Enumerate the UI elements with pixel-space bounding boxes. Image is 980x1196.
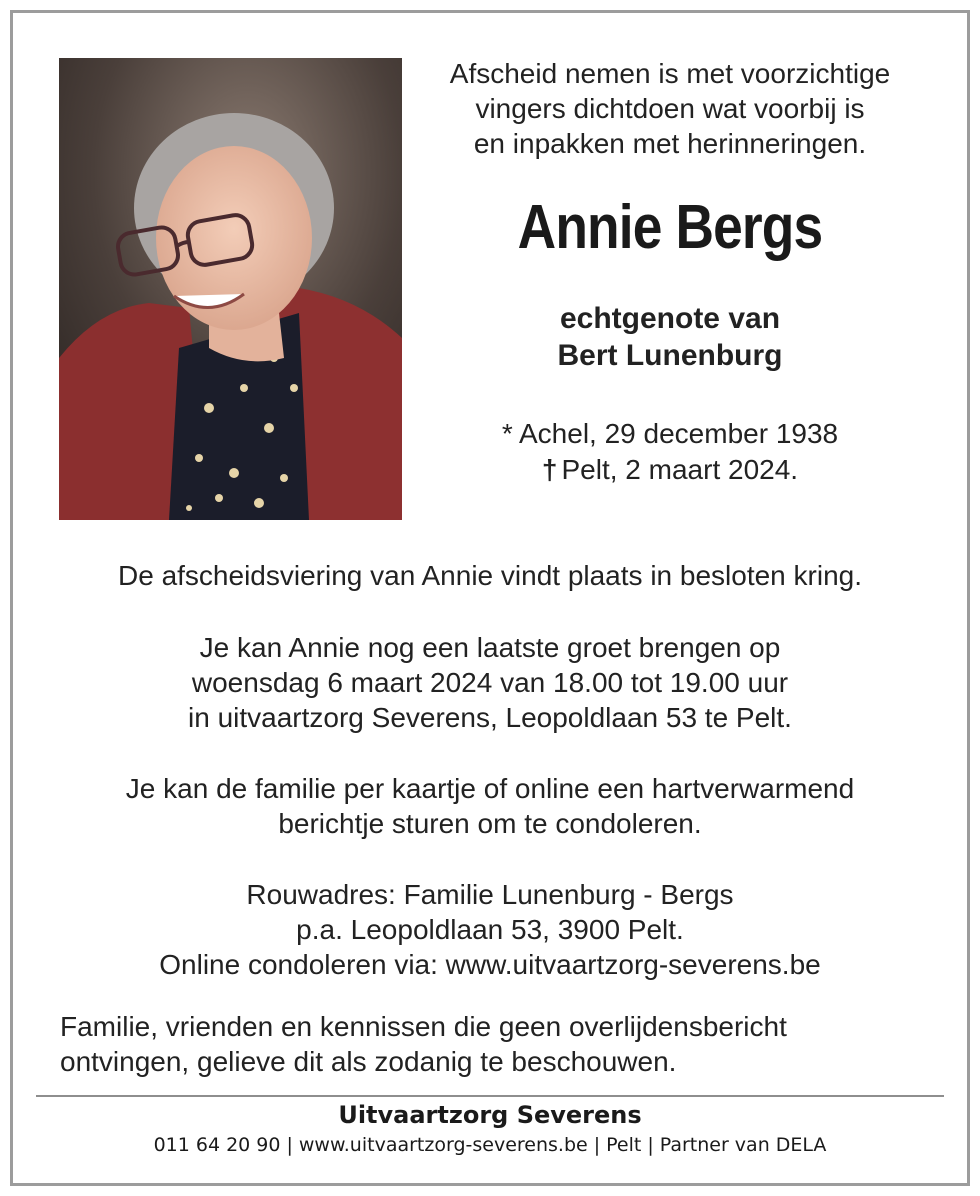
spouse-relation <box>410 300 930 374</box>
poem-line: en inpakken met herinneringen. <box>473 128 867 159</box>
portrait-photo <box>59 58 402 520</box>
footer-city: Pelt <box>606 1134 642 1156</box>
spouse-name: Bert Lunenburg <box>557 339 783 372</box>
condolences-line: berichtje sturen om te condoleren. <box>278 808 702 839</box>
online-condolence-line: Online condoleren via: www.uitvaartzorg-severens.be <box>159 949 821 980</box>
address-line: Rouwadres: Familie Lunenburg - Bergs <box>246 879 734 910</box>
footer-phone: 011 64 20 90 <box>153 1134 281 1156</box>
poem-line: vingers dichtdoen wat voorbij is <box>475 93 865 124</box>
birth-date: * Achel, 29 december 1938 <box>501 418 839 449</box>
death-date-row <box>410 452 930 488</box>
death-date: Pelt, 2 maart 2024. <box>561 454 799 485</box>
visitation-paragraph <box>40 630 940 735</box>
notice-line: ontvingen, gelieve dit als zodanig te beschouwen. <box>60 1046 677 1077</box>
poem-line: Afscheid nemen is met voorzichtige <box>449 58 891 89</box>
footer-partner: Partner van DELA <box>659 1134 827 1156</box>
footer-contact <box>36 1132 944 1158</box>
funeral-home-name: Uitvaartzorg Severens <box>338 1101 642 1129</box>
poem <box>410 56 930 161</box>
ceremony-paragraph <box>40 558 940 593</box>
footer-separator: | <box>647 1134 654 1156</box>
notice-line: Familie, vrienden en kennissen die geen overlijdensbericht <box>60 1011 787 1042</box>
cross-icon: † <box>541 454 558 485</box>
footer-separator: | <box>593 1134 601 1156</box>
relation-label: echtgenote van <box>559 302 781 335</box>
footer-website: www.uitvaartzorg-severens.be <box>298 1134 588 1156</box>
footer-divider <box>36 1095 944 1097</box>
notice-paragraph <box>60 1009 920 1079</box>
address-paragraph <box>40 877 940 982</box>
visitation-line: in uitvaartzorg Severens, Leopoldlaan 53 te Pelt. <box>188 702 792 733</box>
condolences-line: Je kan de familie per kaartje of online een hartverwarmend <box>125 773 855 804</box>
ceremony-text: De afscheidsviering van Annie vindt plaats in besloten kring. <box>118 560 862 591</box>
footer-separator: | <box>286 1134 293 1156</box>
condolences-paragraph <box>40 771 940 841</box>
deceased-name: Annie Bergs <box>517 193 823 262</box>
life-dates <box>410 416 930 488</box>
visitation-line: Je kan Annie nog een laatste groet brengen op <box>199 632 781 663</box>
visitation-line: woensdag 6 maart 2024 van 18.00 tot 19.00 uur <box>191 667 789 698</box>
address-line: p.a. Leopoldlaan 53, 3900 Pelt. <box>296 914 684 945</box>
